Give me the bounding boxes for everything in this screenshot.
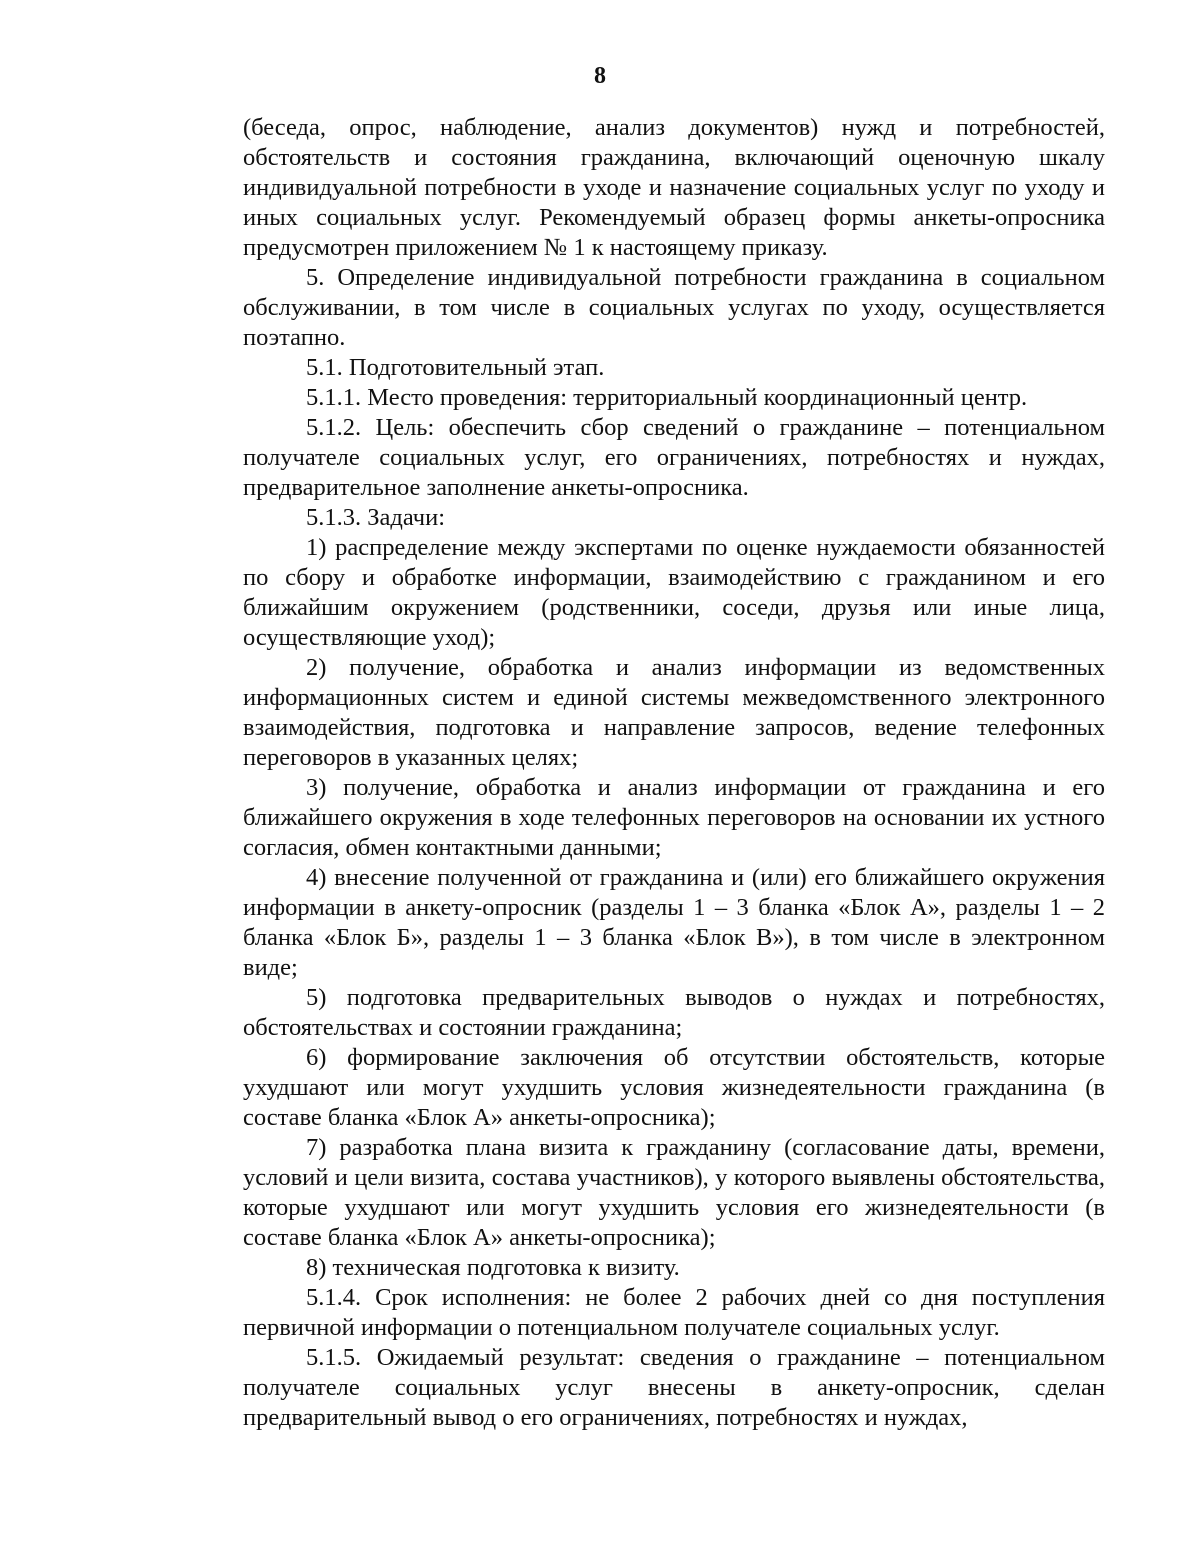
document-body (243, 113, 1105, 1433)
paragraph-continuation: (беседа, опрос, наблюдение, анализ документов) нужд и потребностей, обстоятельств и состояния гражданина, включающий оценочную шкалу индивидуальной потребности в уходе и назначение социальных услуг по уходу и иных социальных услуг. Рекомендуемый образец формы анкеты-опросника предусмотрен приложением № 1 к настоящему приказу. (243, 114, 1105, 261)
paragraph-item-5-1-3: 5.1.3. Задачи: (306, 504, 445, 531)
paragraph-item-5-1-1: 5.1.1. Место проведения: территориальный координационный центр. (306, 384, 1028, 411)
paragraph-item-5-1-2: 5.1.2. Цель: обеспечить сбор сведений о гражданине – потенциальном получателе социальных услуг, его ограничениях, потребностях и нуждах, предварительное заполнение анкеты-опросника. (243, 414, 1105, 501)
task-item-2: 2) получение, обработка и анализ информации из ведомственных информационных систем и единой системы межведомственного электронного взаимодействия, подготовка и направление запросов, ведение телефонных переговоров в указанных целях; (243, 654, 1105, 771)
task-item-1: 1) распределение между экспертами по оценке нуждаемости обязанностей по сбору и обработке информации, взаимодействию с гражданином и его ближайшим окружением (родственники, соседи, друзья или иные лица, осуществляющие уход); (243, 534, 1105, 651)
task-item-8: 8) техническая подготовка к визиту. (306, 1254, 680, 1281)
task-item-5: 5) подготовка предварительных выводов о нуждах и потребностях, обстоятельствах и состоянии гражданина; (243, 984, 1105, 1041)
task-item-3: 3) получение, обработка и анализ информации от гражданина и его ближайшего окружения в ходе телефонных переговоров на основании их устного согласия, обмен контактными данными; (243, 774, 1105, 861)
paragraph-item-5-1: 5.1. Подготовительный этап. (306, 354, 605, 381)
task-item-7: 7) разработка плана визита к гражданину (согласование даты, времени, условий и цели визита, состава участников), у которого выявлены обстоятельства, которые ухудшают или могут ухудшить условия его жизнедеятельности (в составе бланка «Блок А» анкеты-опросника); (243, 1134, 1105, 1251)
paragraph-item-5-1-5: 5.1.5. Ожидаемый результат: сведения о гражданине – потенциальном получателе социальных услуг внесены в анкету-опросник, сделан предварительный вывод о его ограничениях, потребностях и нуждах, (243, 1344, 1105, 1431)
task-item-4: 4) внесение полученной от гражданина и (или) его ближайшего окружения информации в анкету-опросник (разделы 1 – 3 бланка «Блок А», разделы 1 – 2 бланка «Блок Б», разделы 1 – 3 бланка «Блок В»), в том числе в электронном виде; (243, 864, 1105, 981)
paragraph-item-5: 5. Определение индивидуальной потребности гражданина в социальном обслуживании, в том числе в социальных услугах по уходу, осуществляется поэтапно. (243, 264, 1105, 351)
task-item-6: 6) формирование заключения об отсутствии обстоятельств, которые ухудшают или могут ухудшить условия жизнедеятельности гражданина (в составе бланка «Блок А» анкеты-опросника); (243, 1044, 1105, 1131)
paragraph-item-5-1-4: 5.1.4. Срок исполнения: не более 2 рабочих дней со дня поступления первичной информации о потенциальном получателе социальных услуг. (243, 1284, 1105, 1341)
page-number: 8 (594, 63, 606, 89)
